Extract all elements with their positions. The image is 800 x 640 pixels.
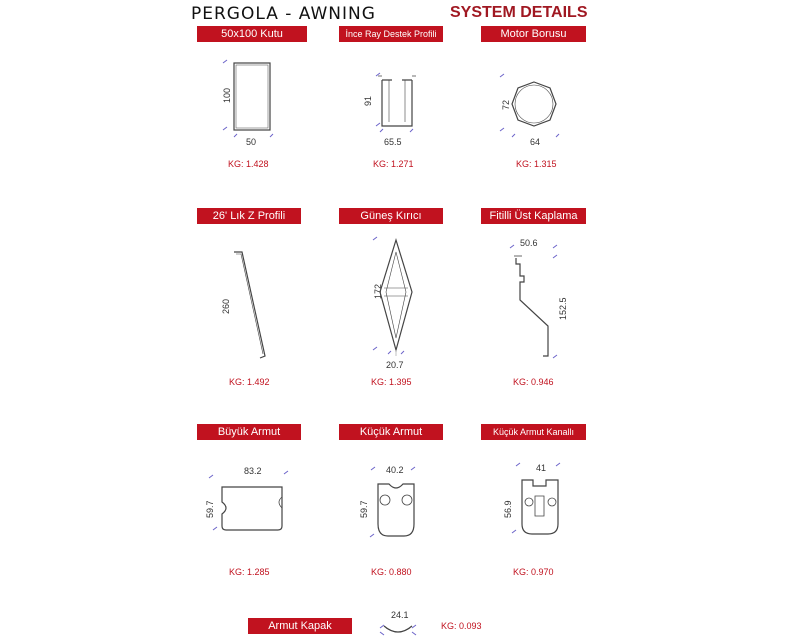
drawing-z-profili	[221, 252, 265, 358]
dim-fitilli-width: 50.6	[520, 238, 538, 248]
drawing-buyuk-armut	[205, 466, 288, 530]
drawing-gunes-kirici	[373, 237, 412, 370]
dim-kutu-width: 50	[246, 137, 257, 147]
profile-label-z-profili: 26' Lık Z Profili	[197, 208, 301, 224]
dim-kanalli-width: 41	[536, 463, 547, 473]
dim-z-height: 260	[221, 298, 231, 314]
weight-gunes-kirici: KG: 1.395	[371, 377, 412, 387]
dim-kucuk-height: 59.7	[359, 500, 369, 518]
profile-label-kucuk-armut: Küçük Armut	[339, 424, 443, 440]
dim-buyuk-height: 59.7	[205, 500, 215, 518]
drawing-ince-ray	[363, 73, 416, 147]
profile-label-armut-kapak: Armut Kapak	[248, 618, 352, 634]
weight-buyuk-armut: KG: 1.285	[229, 567, 270, 577]
dim-kutu-height: 100	[222, 87, 232, 103]
drawing-fitilli	[510, 238, 568, 358]
page-subtitle: SYSTEM DETAILS	[450, 4, 588, 21]
dim-ince-ray-height: 91	[363, 95, 373, 106]
dim-kanalli-height: 56.9	[503, 500, 513, 518]
profile-label-ince-ray: İnce Ray Destek Profili	[339, 26, 443, 42]
dim-gunes-width: 20.7	[386, 360, 404, 370]
weight-ince-ray: KG: 1.271	[373, 159, 414, 169]
dim-fitilli-height: 152.5	[558, 297, 568, 320]
drawing-kucuk-armut	[359, 465, 415, 537]
weight-z-profili: KG: 1.492	[229, 377, 270, 387]
weight-kucuk-armut-kanalli: KG: 0.970	[513, 567, 554, 577]
profile-label-kutu: 50x100 Kutu	[197, 26, 307, 42]
profile-label-buyuk-armut: Büyük Armut	[197, 424, 301, 440]
weight-fitilli: KG: 0.946	[513, 377, 554, 387]
dim-kapak-width: 24.1	[391, 610, 409, 620]
page-title: PERGOLA - AWNING	[191, 4, 376, 24]
dim-motor-width: 64	[530, 137, 541, 147]
weight-kucuk-armut: KG: 0.880	[371, 567, 412, 577]
drawing-armut-kapak	[380, 610, 416, 635]
dim-buyuk-width: 83.2	[244, 466, 262, 476]
profile-label-motor-borusu: Motor Borusu	[481, 26, 586, 42]
dim-kucuk-width: 40.2	[386, 465, 404, 475]
weight-motor-borusu: KG: 1.315	[516, 159, 557, 169]
dim-ince-ray-width: 65.5	[384, 137, 402, 147]
drawing-motor-borusu	[500, 74, 559, 147]
profile-label-fitilli: Fitilli Üst Kaplama	[481, 208, 586, 224]
drawing-kucuk-armut-kanalli	[503, 463, 560, 534]
dim-motor-height: 72	[501, 99, 511, 110]
dim-gunes-height: 172	[373, 283, 383, 299]
weight-armut-kapak: KG: 0.093	[441, 621, 482, 631]
profile-label-kucuk-armut-kanalli: Küçük Armut Kanallı	[481, 424, 586, 440]
profile-label-gunes-kirici: Güneş Kırıcı	[339, 208, 443, 224]
weight-kutu: KG: 1.428	[228, 159, 269, 169]
drawing-kutu	[222, 60, 273, 147]
